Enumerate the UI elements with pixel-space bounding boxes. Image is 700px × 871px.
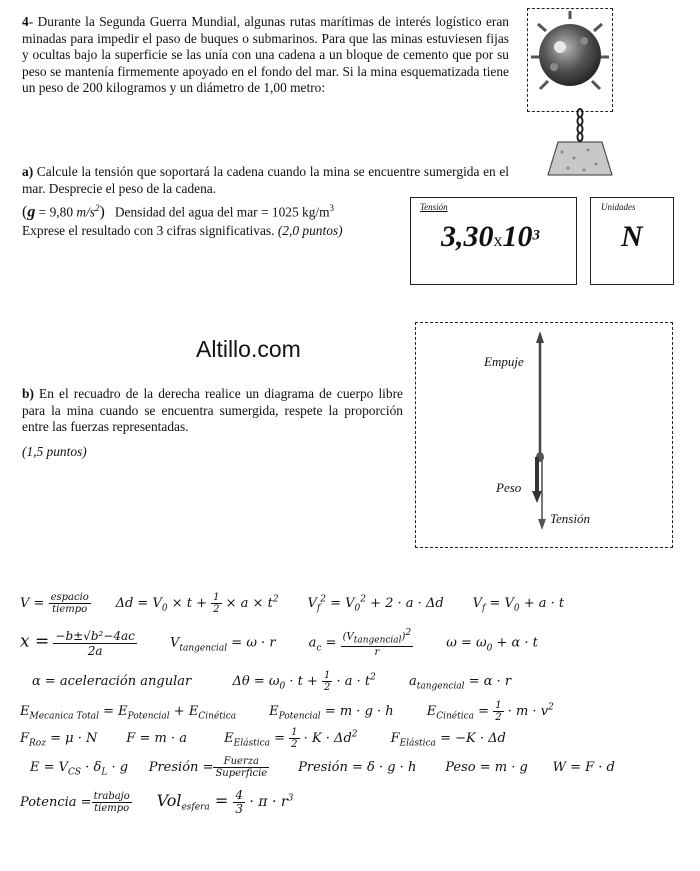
formula-row-2: x = $\frac{\text{−b±√b²−4ac}}{2a}$ $V_{tangencial} = \omega \cdot r$ $a_c$ = $\frac{(V_{tangencial})^2}{r}$ $\omega = \omega_0 + \alpha \cdot t$ [20, 628, 538, 659]
velocity-fraction: $\frac{\text{espacio}}{\text{tiempo}}$ [50, 592, 89, 615]
part-b-text [22, 386, 403, 436]
tension-box-label: Tensión [420, 202, 448, 212]
part-b-question: En el recuadro de la derecha realice un diagrama de cuerpo libre para la mina cuando se encuentra sumergida, respete la proporción entre las fuerzas representadas. [22, 386, 403, 435]
instruction-text: Exprese el resultado con 3 cifras significativas. [22, 223, 275, 238]
formula-row-6: $E = V_{CS} \cdot \delta_L \cdot g$ Presión = $\frac{\text{Fuerza}}{\text{Superficie}}$ Presión = δ · g · h Peso = m · g W = F · d [30, 756, 615, 779]
free-body-diagram [416, 323, 672, 547]
units-answer-value: N [621, 220, 643, 253]
part-a-letter: a) [22, 164, 34, 179]
formula-row-5: $F_{Roz} = \mu \cdot N$ F = m · a $E_{Elástica}$ = $\frac{1}{2}$ · $K \cdot \Delta d^2$ $F_{Elástica} = -K \cdot \Delta d$ [20, 727, 506, 750]
problem-intro [22, 14, 509, 97]
part-a-text [22, 164, 509, 197]
quadratic-fraction: $\frac{\text{−b±√b²−4ac}}{2a}$ [55, 628, 135, 658]
problem-number: 4 [22, 14, 29, 29]
problem-intro-text: - Durante la Segunda Guerra Mundial, algunas rutas marítimas de interés logístico eran minadas para impedir el paso de buques o submarinos. Para que las minas estuviesen fijas y ocultas bajo la superficie se las unía con una cadena a un bloque de cemento que por su peso se mantenía firmemente apoyado en el fondo del mar. Si la mina esquematizada tiene un peso de 200 kilogramos y un diámetro de 1,00 metro: [22, 14, 509, 96]
tension-answer-value: $3,30x10^3$ [441, 220, 540, 253]
empuje-arrowhead [536, 331, 544, 343]
gravity-exp: 2 [94, 203, 100, 213]
part-a-question: Calcule la tensión que soportará la cadena cuando la mina se encuentre sumergida en el mar. Desprecie el peso de la cadena. [22, 164, 509, 196]
units-box-label: Unidades [601, 202, 636, 212]
watermark: Altillo.com [196, 336, 301, 362]
tension-label: Tensión [550, 511, 590, 526]
density-exp: 3 [329, 203, 335, 213]
part-a-points: (2,0 puntos) [277, 223, 343, 238]
tension-answer-box [410, 197, 577, 285]
mine-illustration-frame [527, 8, 613, 112]
free-body-diagram-frame [415, 322, 673, 548]
empuje-label: Empuje [484, 354, 524, 369]
formula-row-7: Potencia = $\frac{\text{trabajo}}{\text{tiempo}}$ Vol$_{esfera}$ = $\frac{4}{3}$ · $\pi \cdot r^3$ [20, 788, 294, 816]
formula-row-3: α = aceleración angular $\Delta\theta = \omega_0 \cdot t$ + $\frac{1}{2}$ · $a \cdot t^2$ $a_{tangencial} = \alpha \cdot r$ [32, 670, 512, 693]
gravity-value: = 9,80 [35, 204, 77, 220]
formula-row-1: V = $\frac{\text{espacio}}{\text{tiempo}}$ $\Delta d = V_0 \times t$ + $\frac{1}{2}$ × $a \times t^2$ $V_f^2 = V_0^2 + 2 \cdot a \cdot \Delta d$ $V_f = V_0 + a \cdot t$ [20, 592, 565, 615]
part-a-data-line: (g = 9,80 $m/s^2$) Densidad del agua del mar = 1025 $kg/m^3$ [22, 203, 335, 221]
formula-row-4: $E_{Mecanica Total} = E_{Potencial} + E_{Cinética}$ $E_{Potencial} = m \cdot g \cdot h$ $E_{Cinética}$ = $\frac{1}{2}$ · $m \cdot v^2$ [20, 700, 554, 723]
part-b-letter: b) [22, 386, 34, 401]
part-b-points: (1,5 puntos) [22, 444, 87, 459]
mine-icon [528, 9, 612, 111]
gravity-symbol: g [27, 203, 36, 221]
peso-arrowhead [532, 491, 542, 503]
tension-arrowhead [538, 519, 546, 530]
units-answer-box [590, 197, 674, 285]
part-a-instruction [22, 223, 343, 239]
gravity-unit: m/s [76, 204, 95, 220]
peso-label: Peso [496, 480, 522, 495]
density-text: Densidad del agua del mar = 1025 kg/m [114, 204, 330, 220]
chain-and-block-icon [540, 108, 620, 178]
